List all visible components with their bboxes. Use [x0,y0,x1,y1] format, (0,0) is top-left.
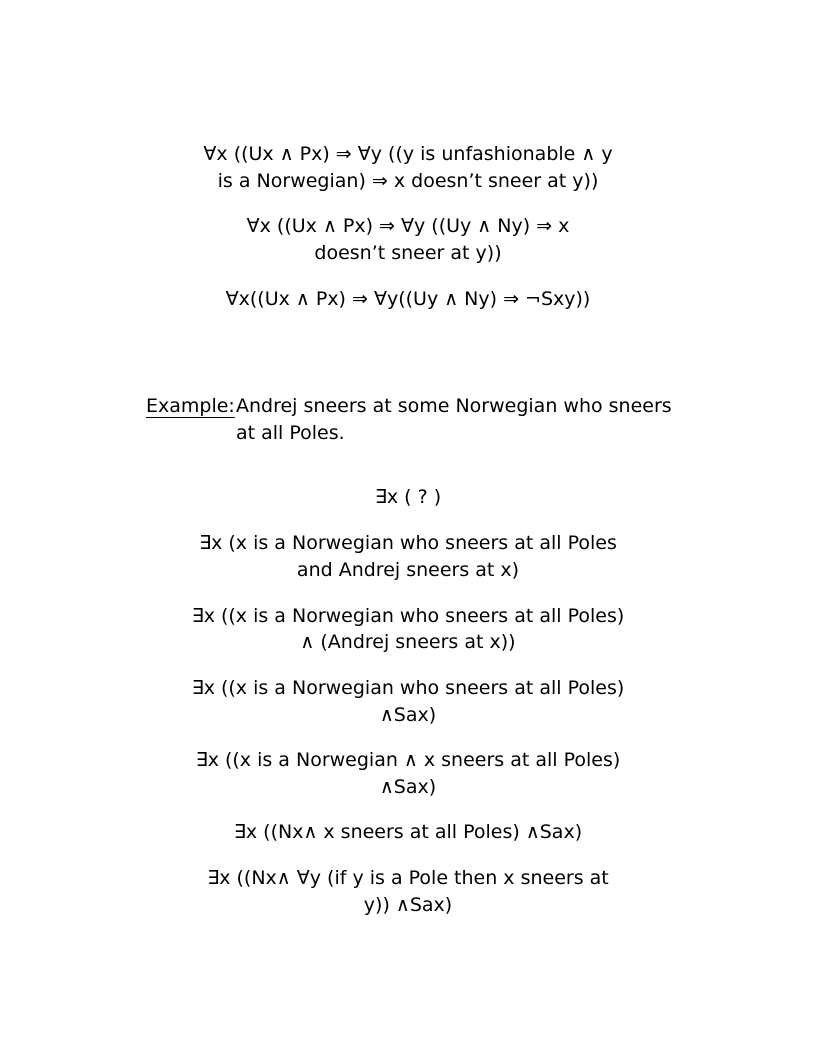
step-6-line-1: ∃x ((Nx∧ x sneers at all Poles) ∧Sax) [233,821,583,843]
step-4-line-1: ∃x ((x is a Norwegian who sneers at all Poles) [191,677,625,699]
step-5-line-2: ∧Sax) [379,776,437,798]
step-7-line-2: y)) ∧Sax) [363,894,453,916]
formula-3-line-1: ∀x((Ux ∧ Px) ⇒ ∀y((Uy ∧ Ny) ⇒ ¬Sxy)) [225,288,591,310]
step-7-line-1: ∃x ((Nx∧ ∀y (if y is a Pole then x sneers at [207,867,609,889]
formula-2-line-1: ∀x ((Ux ∧ Px) ⇒ ∀y ((Uy ∧ Ny) ⇒ x [246,215,570,237]
example-text: Andrej sneers at some Norwegian who sneers at all Poles. [236,395,672,444]
step-4-line-2: ∧Sax) [379,704,437,726]
step-3-line-1: ∃x ((x is a Norwegian who sneers at all Poles) [191,605,625,627]
formula-1-line-2: is a Norwegian) ⇒ x doesn’t sneer at y)) [217,170,599,192]
step-2-line-2: and Andrej sneers at x) [296,559,520,581]
step-5-line-1: ∃x ((x is a Norwegian ∧ x sneers at all Poles) [195,749,621,771]
step-3-line-2: ∧ (Andrej sneers at x)) [300,631,516,653]
formula-2-line-2: doesn’t sneer at y)) [314,242,502,264]
example-label: Example: [146,395,235,417]
step-2-line-1: ∃x (x is a Norwegian who sneers at all Poles [199,532,617,554]
step-1-line-1: ∃x ( ? ) [374,486,442,508]
formula-1-line-1: ∀x ((Ux ∧ Px) ⇒ ∀y ((y is unfashionable ∧ y [203,143,613,165]
